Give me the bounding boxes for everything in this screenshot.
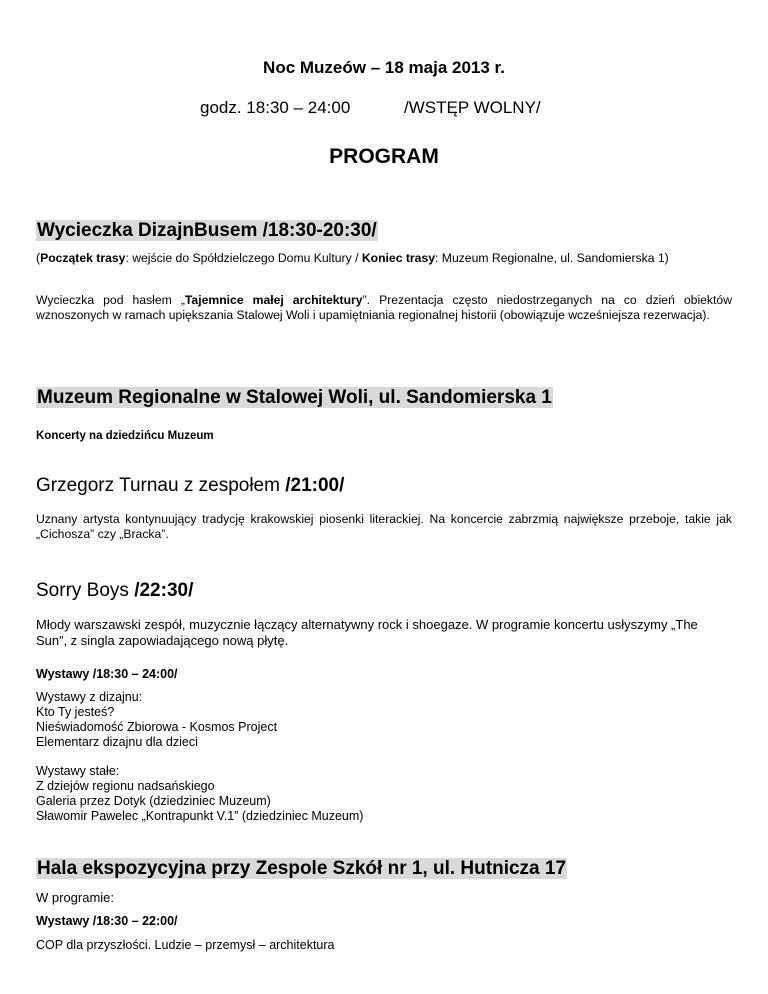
- program-heading: PROGRAM: [329, 145, 439, 168]
- route-start-label: Początek trasy: [40, 251, 126, 265]
- bus-route: [36, 251, 732, 266]
- event-title: Noc Muzeów – 18 maja 2013 r.: [263, 58, 505, 77]
- list-item: Nieświadomość Zbiorowa - Kosmos Project: [36, 720, 278, 734]
- list-item: Elementarz dizajnu dla dzieci: [36, 735, 198, 749]
- list-item: Sławomir Pawelec „Kontrapunkt V.1” (dziedziniec Muzeum): [36, 809, 364, 823]
- route-paren: (: [36, 251, 41, 265]
- list-item: Wystawy stałe:: [36, 764, 120, 778]
- route-end-text: : Muzeum Regionalne, ul. Sandomierska 1): [435, 251, 669, 265]
- route-start-text: : wejście do Spółdzielczego Domu Kultury /: [125, 251, 362, 265]
- sorry-boys-time: /22:30/: [134, 580, 194, 601]
- museum-heading: [36, 386, 553, 410]
- bus-desc-post: ”. Prezentacja często niedostrzeganych na co dzień obiektów wznoszonych w ramach upiększania Stalowej Woli i upamiętniania regionalnej historii (obowiązuje wcześniejsza rezerwacja).: [36, 293, 732, 322]
- design-exhibitions-list: [36, 690, 277, 750]
- concerts-label: Koncerty na dziedzińcu Muzeum: [36, 430, 214, 442]
- bus-desc-pre: Wycieczka pod hasłem „: [36, 293, 185, 307]
- list-item: Wystawy z dizajnu:: [36, 690, 143, 704]
- sorry-boys-heading: [36, 579, 193, 603]
- turnau-description: Uznany artysta kontynuujący tradycję krakowskiej piosenki literackiej. Na koncercie zabrzmią największe przeboje, takie jak „Cichosza” czy „Bracka”.: [36, 512, 732, 541]
- sorry-boys-name: Sorry Boys: [36, 580, 135, 601]
- permanent-exhibitions-list: [36, 764, 363, 824]
- free-entry-note: /WSTĘP WOLNY/: [404, 98, 541, 117]
- turnau-name: Grzegorz Turnau z zespołem: [36, 475, 286, 496]
- hall-exhibition-item: COP dla przyszłości. Ludzie – przemysł – architektura: [36, 938, 335, 952]
- museum-heading-text: Muzeum Regionalne w Stalowej Woli, ul. Sandomierska 1: [37, 387, 552, 408]
- bus-tour-heading: [36, 219, 378, 243]
- list-item: Kto Ty jesteś?: [36, 705, 115, 719]
- hall-exhibitions-label: Wystawy /18:30 – 22:00/: [36, 914, 178, 928]
- bus-tour-heading-text: Wycieczka DizajnBusem /18:30-20:30/: [37, 220, 377, 241]
- museum-exhibitions-label: Wystawy /18:30 – 24:00/: [36, 667, 178, 681]
- bus-desc-bold: Tajemnice małej architektury: [184, 293, 363, 307]
- bus-description: [36, 293, 732, 322]
- route-end-label: Koniec trasy: [361, 251, 436, 265]
- hall-heading-text: Hala ekspozycyjna przy Zespole Szkół nr 1, ul. Hutnicza 17: [37, 858, 567, 879]
- turnau-time: /21:00/: [285, 475, 345, 496]
- turnau-heading: [36, 474, 344, 498]
- list-item: Z dziejów regionu nadsańskiego: [36, 779, 215, 793]
- hall-heading: [36, 857, 567, 881]
- list-item: Galeria przez Dotyk (dziedziniec Muzeum): [36, 794, 271, 808]
- sorry-boys-description: Młody warszawski zespół, muzycznie łączący alternatywny rock i shoegaze. W programie koncertu usłyszymy „The Sun”, z singla zapowiadającego nową płytę.: [36, 617, 698, 648]
- event-hours: godz. 18:30 – 24:00: [200, 98, 351, 117]
- hall-in-program: W programie:: [36, 890, 115, 905]
